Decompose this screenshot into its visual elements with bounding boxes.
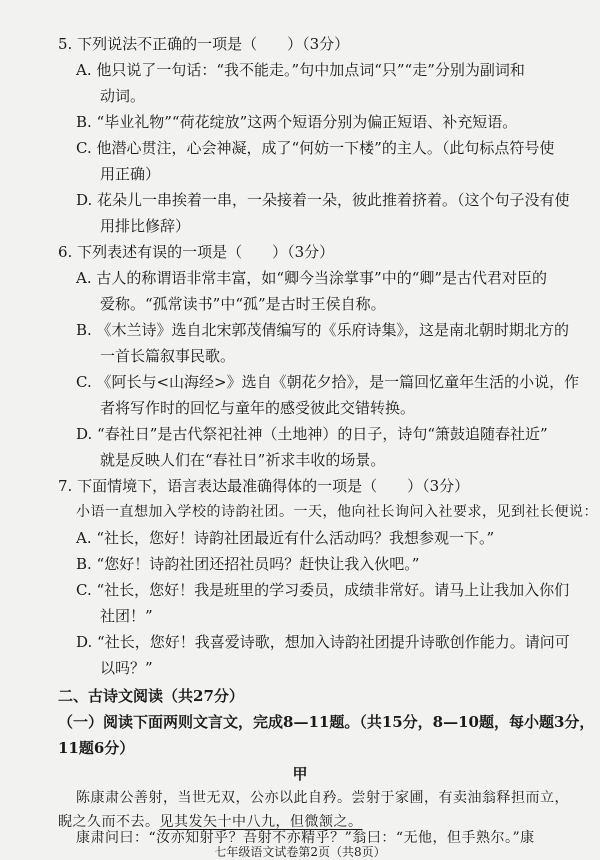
passage-line2-text: 睨之久而不去。	[58, 814, 160, 830]
q6-stem: 6. 下列表述有误的一项是（ ）（3分）	[58, 243, 335, 261]
section-instruction-line2: 11题6分）	[58, 739, 135, 757]
q7-option-c-line2: 社团！”	[100, 607, 153, 625]
q6-option-c-line2: 者将写作时的回忆与童年的感受彼此交错转换。	[100, 399, 416, 417]
q6-option-a-line2: 爱称。“孤常读书”中“孤”是古时王侯自称。	[100, 295, 386, 313]
q6-option-c-line1: C. 《阿长与<山海经>》选自《朝花夕拾》，是一篇回忆童年生活的小说，作	[76, 373, 580, 391]
q6-option-b-line1: B. 《木兰诗》选自北宋郭茂倩编写的《乐府诗集》，这是南北朝时期北方的	[76, 321, 570, 339]
q5-stem: 5. 下列说法不正确的一项是（ ）（3分）	[58, 35, 350, 53]
q7-stem: 7. 下面情境下，语言表达最准确得体的一项是（ ）（3分）	[58, 477, 470, 495]
q5-option-d-line1: D. 花朵儿一串挨着一串，一朵接着一朵，彼此推着挤着。（这个句子没有使	[76, 191, 570, 209]
q7-option-c-line1: C. “社长，您好！我是班里的学习委员，成绩非常好。请马上让我加入你们	[76, 581, 570, 599]
q5-option-a-line2: 动词。	[100, 87, 146, 105]
q6-option-a-line1: A. 古人的称谓语非常丰富，如“卿今当涂掌事”中的“卿”是古代君对臣的	[76, 269, 548, 287]
q7-option-d-line2: 以吗？”	[100, 659, 153, 677]
section-instruction-line1: （一）阅读下面两则文言文，完成8—11题。（共15分，8—10题，每小题3分，	[58, 713, 595, 731]
q5-option-b: B. “毕业礼物”“荷花绽放”这两个短语分别为偏正短语、补充短语。	[76, 113, 518, 131]
underlined-sentence: 见其发矢十中八九，但微颔之。	[159, 814, 363, 830]
q5-option-d-line2: 用排比修辞）	[100, 217, 191, 235]
q7-context: 小语一直想加入学校的诗韵社团。一天，他向社长询问入社要求，见到社长便说：	[76, 504, 598, 520]
q5-option-c-line1: C. 他潜心贯注，心会神凝，成了“何妨一下楼”的主人。（此句标点符号使	[76, 139, 555, 157]
q6-option-d-line2: 就是反映人们在“春社日”祈求丰收的场景。	[100, 451, 386, 469]
section-title: 二、古诗文阅读（共27分）	[58, 687, 244, 705]
q6-option-d-line1: D. “春社日”是古代祭祀社神（土地神）的日子，诗句“箫鼓追随春社近”	[76, 425, 548, 443]
page-footer: 七年级语文试卷第2页（共8页）	[214, 845, 386, 859]
q5-option-c-line2: 用正确）	[100, 165, 161, 183]
passage-label: 甲	[292, 765, 308, 783]
q6-option-b-line2: 一首长篇叙事民歌。	[100, 347, 236, 365]
q7-option-b: B. “您好！诗韵社团还招社员吗？赶快让我入伙吧。”	[76, 555, 420, 573]
q7-option-d-line1: D. “社长，您好！我喜爱诗歌，想加入诗韵社团提升诗歌创作能力。请问可	[76, 633, 570, 651]
q5-option-a-line1: A. 他只说了一句话：“我不能走。”句中加点词“只”“走”分别为副词和	[76, 61, 525, 79]
passage-line1: 陈康肃公善射，当世无双，公亦以此自矜。尝射于家圃，有卖油翁释担而立，	[76, 790, 569, 806]
q7-option-a: A. “社长，您好！诗韵社团最近有什么活动吗？我想参观一下。”	[76, 529, 495, 547]
passage-line3: 康肃问曰：“汝亦知射乎？吾射不亦精乎？”翁曰：“无他，但手熟尔。”康	[76, 830, 535, 846]
